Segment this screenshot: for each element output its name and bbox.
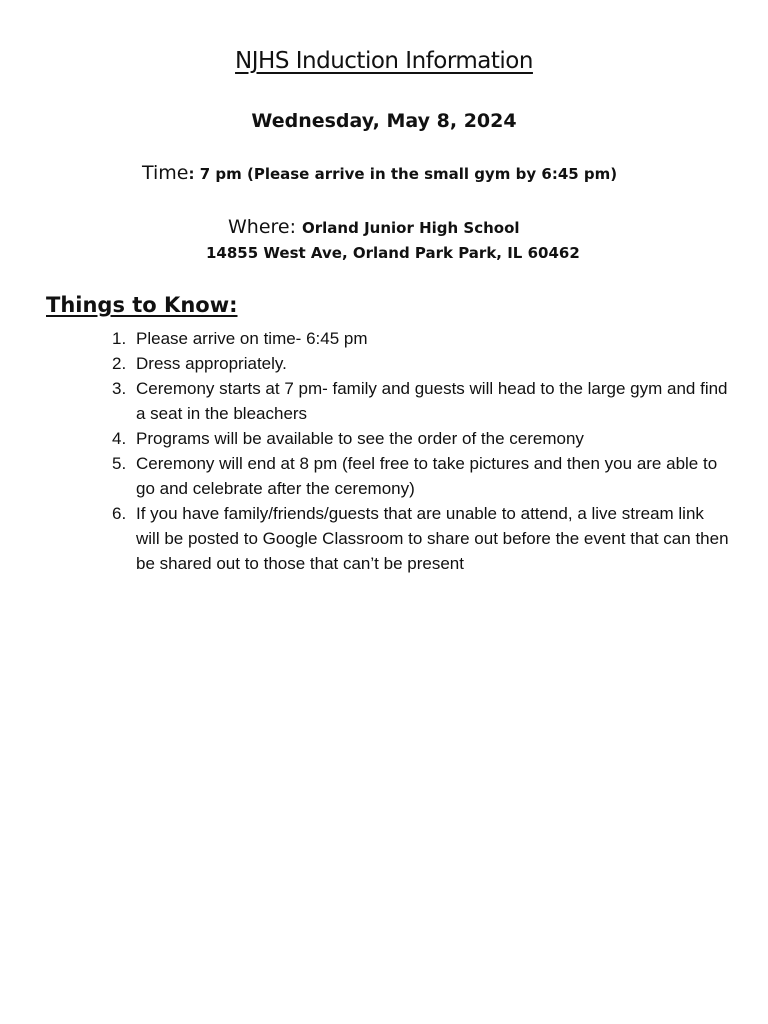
list-item: [112, 501, 732, 576]
list-item-text: Ceremony starts at 7 pm- family and guests will head to the large gym and find a seat in the bleachers: [136, 379, 728, 423]
list-item: [112, 351, 732, 376]
event-location: [228, 216, 520, 238]
event-time: [142, 162, 617, 184]
list-item-number: 1.: [112, 329, 127, 348]
list-item-text: Programs will be available to see the order of the ceremony: [136, 429, 584, 448]
list-item: [112, 451, 732, 501]
document-title-text: NJHS Induction Information: [235, 48, 533, 74]
event-date: Wednesday, May 8, 2024: [251, 110, 517, 132]
list-item: [112, 326, 732, 351]
list-item-number: 3.: [112, 379, 127, 398]
list-item: [112, 426, 732, 451]
where-value: Orland Junior High School: [302, 219, 520, 237]
list-item: [112, 376, 732, 426]
list-item-text: Dress appropriately.: [136, 354, 287, 373]
list-item-number: 2.: [112, 354, 127, 373]
list-item-number: 5.: [112, 454, 127, 473]
time-label: Time: [142, 162, 189, 184]
list-item-text: Please arrive on time- 6:45 pm: [136, 329, 368, 348]
things-to-know-list: [112, 326, 732, 576]
document-title: [0, 48, 768, 74]
event-address: 14855 West Ave, Orland Park Park, IL 60462: [206, 244, 580, 262]
list-item-number: 6.: [112, 504, 127, 523]
time-value: : 7 pm (Please arrive in the small gym by 6:45 pm): [188, 165, 618, 183]
list-item-number: 4.: [112, 429, 127, 448]
things-to-know-heading: Things to Know:: [46, 293, 238, 317]
list-item-text: Ceremony will end at 8 pm (feel free to take pictures and then you are able to go and celebrate after the ceremony): [136, 454, 718, 498]
list-item-text: If you have family/friends/guests that are unable to attend, a live stream link will be posted to Google Classroom to share out before the event that can then be shared out to those that can’t be present: [136, 504, 729, 573]
where-label: Where:: [228, 216, 297, 238]
